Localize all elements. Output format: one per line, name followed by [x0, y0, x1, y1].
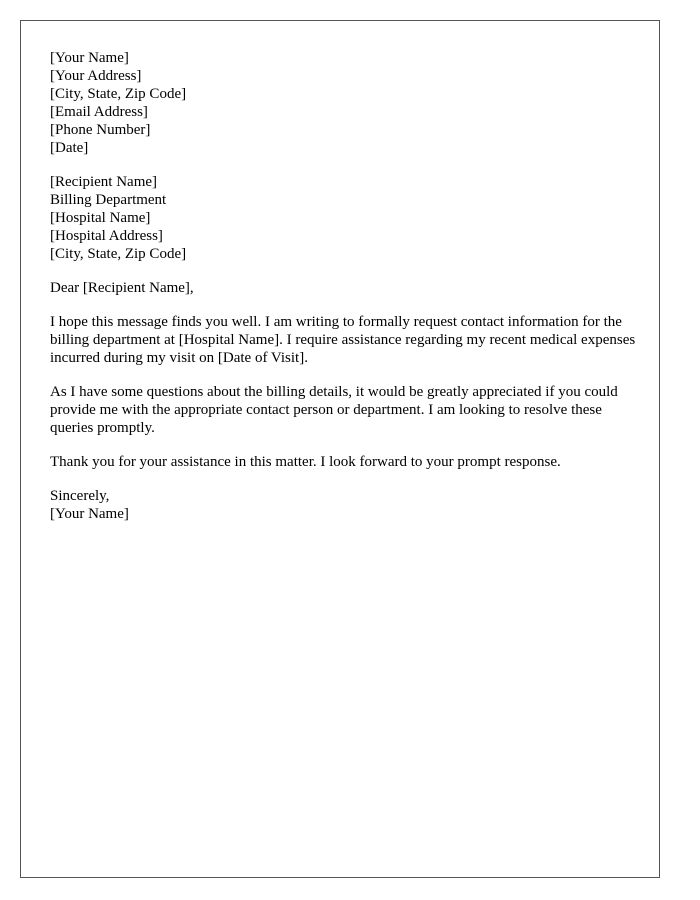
signature: [Your Name]	[50, 506, 129, 522]
sender-email: [Email Address]	[50, 104, 148, 120]
sender-block	[50, 49, 640, 157]
sender-name: [Your Name]	[50, 50, 129, 66]
recipient-department: Billing Department	[50, 192, 167, 208]
body-paragraph-2: As I have some questions about the billing details, it would be greatly appreciated if you could provide me with the appropriate contact person or department. I am looking to resolve these queries promptly.	[50, 384, 618, 436]
recipient-hospital-address: [Hospital Address]	[50, 228, 163, 244]
body-paragraph-1: I hope this message finds you well. I am writing to formally request contact information for the billing department at [Hospital Name]. I require assistance regarding my recent medical expenses incurred during my visit on [Date of Visit].	[50, 314, 636, 366]
closing: Sincerely,	[50, 488, 110, 504]
recipient-name: [Recipient Name]	[50, 174, 158, 190]
letter-page	[20, 20, 660, 878]
recipient-block	[50, 173, 640, 263]
sender-address: [Your Address]	[50, 68, 142, 84]
letter-content	[50, 49, 640, 539]
closing-block	[50, 487, 640, 523]
body-paragraph-3: Thank you for your assistance in this matter. I look forward to your prompt response.	[50, 454, 561, 470]
letter-date: [Date]	[50, 140, 89, 156]
sender-phone: [Phone Number]	[50, 122, 151, 138]
salutation: Dear [Recipient Name],	[50, 280, 194, 296]
recipient-city-state-zip: [City, State, Zip Code]	[50, 246, 187, 262]
recipient-hospital-name: [Hospital Name]	[50, 210, 151, 226]
sender-city-state-zip: [City, State, Zip Code]	[50, 86, 187, 102]
